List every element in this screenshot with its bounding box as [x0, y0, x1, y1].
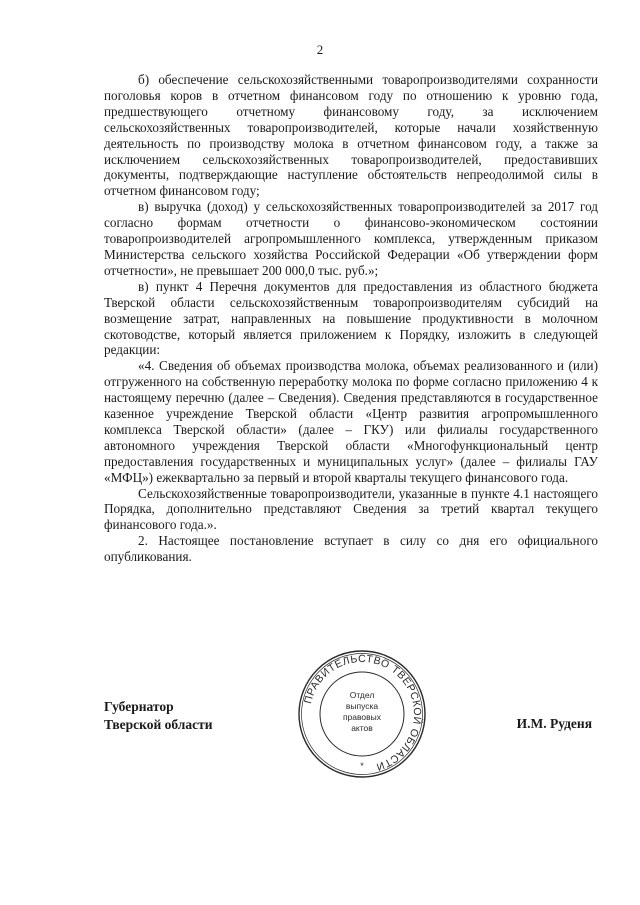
paragraph-third-quarter: Сельскохозяйственные товаропроизводители, указанные в пункте 4.1 настоящего Порядка, дополнительно представляют Сведения за третий квартал текущего финансового года.». — [104, 485, 598, 533]
seal-center-line2: выпуска — [345, 701, 379, 711]
seal-center-line1: Отдел — [349, 690, 375, 700]
signature-position-line1: Губернатор — [104, 699, 174, 714]
paragraph-b-herd-preservation: б) обеспечение сельскохозяйственными товаропроизводителями сохранности поголовья коров в отчетном финансовом году по отношению к уровню года, предшествующего отчетному финансовому году, за исключением сельскохозяйственных товаропроизводителей, которые начали хозяйственную деятельность по производству молока в отчетном финансовом году, а также за исключением сельскохозяйственных товаропроизводителей, предоставивших документы, подтверждающие наступление обстоятельств непреодолимой силы в отчетном финансовом году; — [104, 72, 598, 199]
paragraph-effective-date: 2. Настоящее постановление вступает в силу со дня его официального опубликования. — [104, 533, 598, 565]
signature-name: И.М. Руденя — [516, 716, 592, 731]
seal-ring-text: ПРАВИТЕЛЬСТВО ТВЕРСКОЙ ОБЛАСТИ — [302, 652, 424, 773]
page-number: 2 — [316, 42, 324, 57]
signature-position — [104, 698, 213, 734]
paragraph-v-point-4: в) пункт 4 Перечня документов для предоставления из областного бюджета Тверской области сельскохозяйственным товаропроизводителям субсидий на возмещение затрат, направленных на повышение продуктивности в молочном скотоводстве, который является приложением к Порядку, изложить в следующей редакции: — [104, 278, 598, 358]
seal-center-line3: правовых — [342, 712, 382, 722]
official-seal-stamp — [296, 648, 428, 780]
signature-position-line2: Тверской области — [104, 717, 213, 732]
document-body — [104, 72, 598, 565]
seal-center-line4: актов — [351, 723, 373, 733]
seal-star: * — [360, 761, 364, 771]
paragraph-v-revenue: в) выручка (доход) у сельскохозяйственных товаропроизводителей за 2017 год согласно формам отчетности о финансово-экономическом состоянии товаропроизводителей агропромышленного комплекса, утвержденным приказом Министерства сельского хозяйства Российской Федерации «Об утверждении форм отчетности», не превышает 200 000,0 тыс. руб.»; — [104, 199, 598, 278]
paragraph-quoted-point-4: «4. Сведения об объемах производства молока, объемах реализованного и (или) отгруженного на собственную переработку молока по форме согласно приложению 4 к настоящему перечню (далее – Сведения). Сведения представляются в государственное казенное учреждение Тверской области «Центр развития агропромышленного комплекса Тверской области» (далее – ГКУ) или филиалы государственного автономного учреждения Тверской области «Многофункциональный центр предоставления государственных и муниципальных услуг» (далее – филиалы ГАУ «МФЦ») ежеквартально за первый и второй кварталы текущего финансового года. — [104, 358, 598, 485]
